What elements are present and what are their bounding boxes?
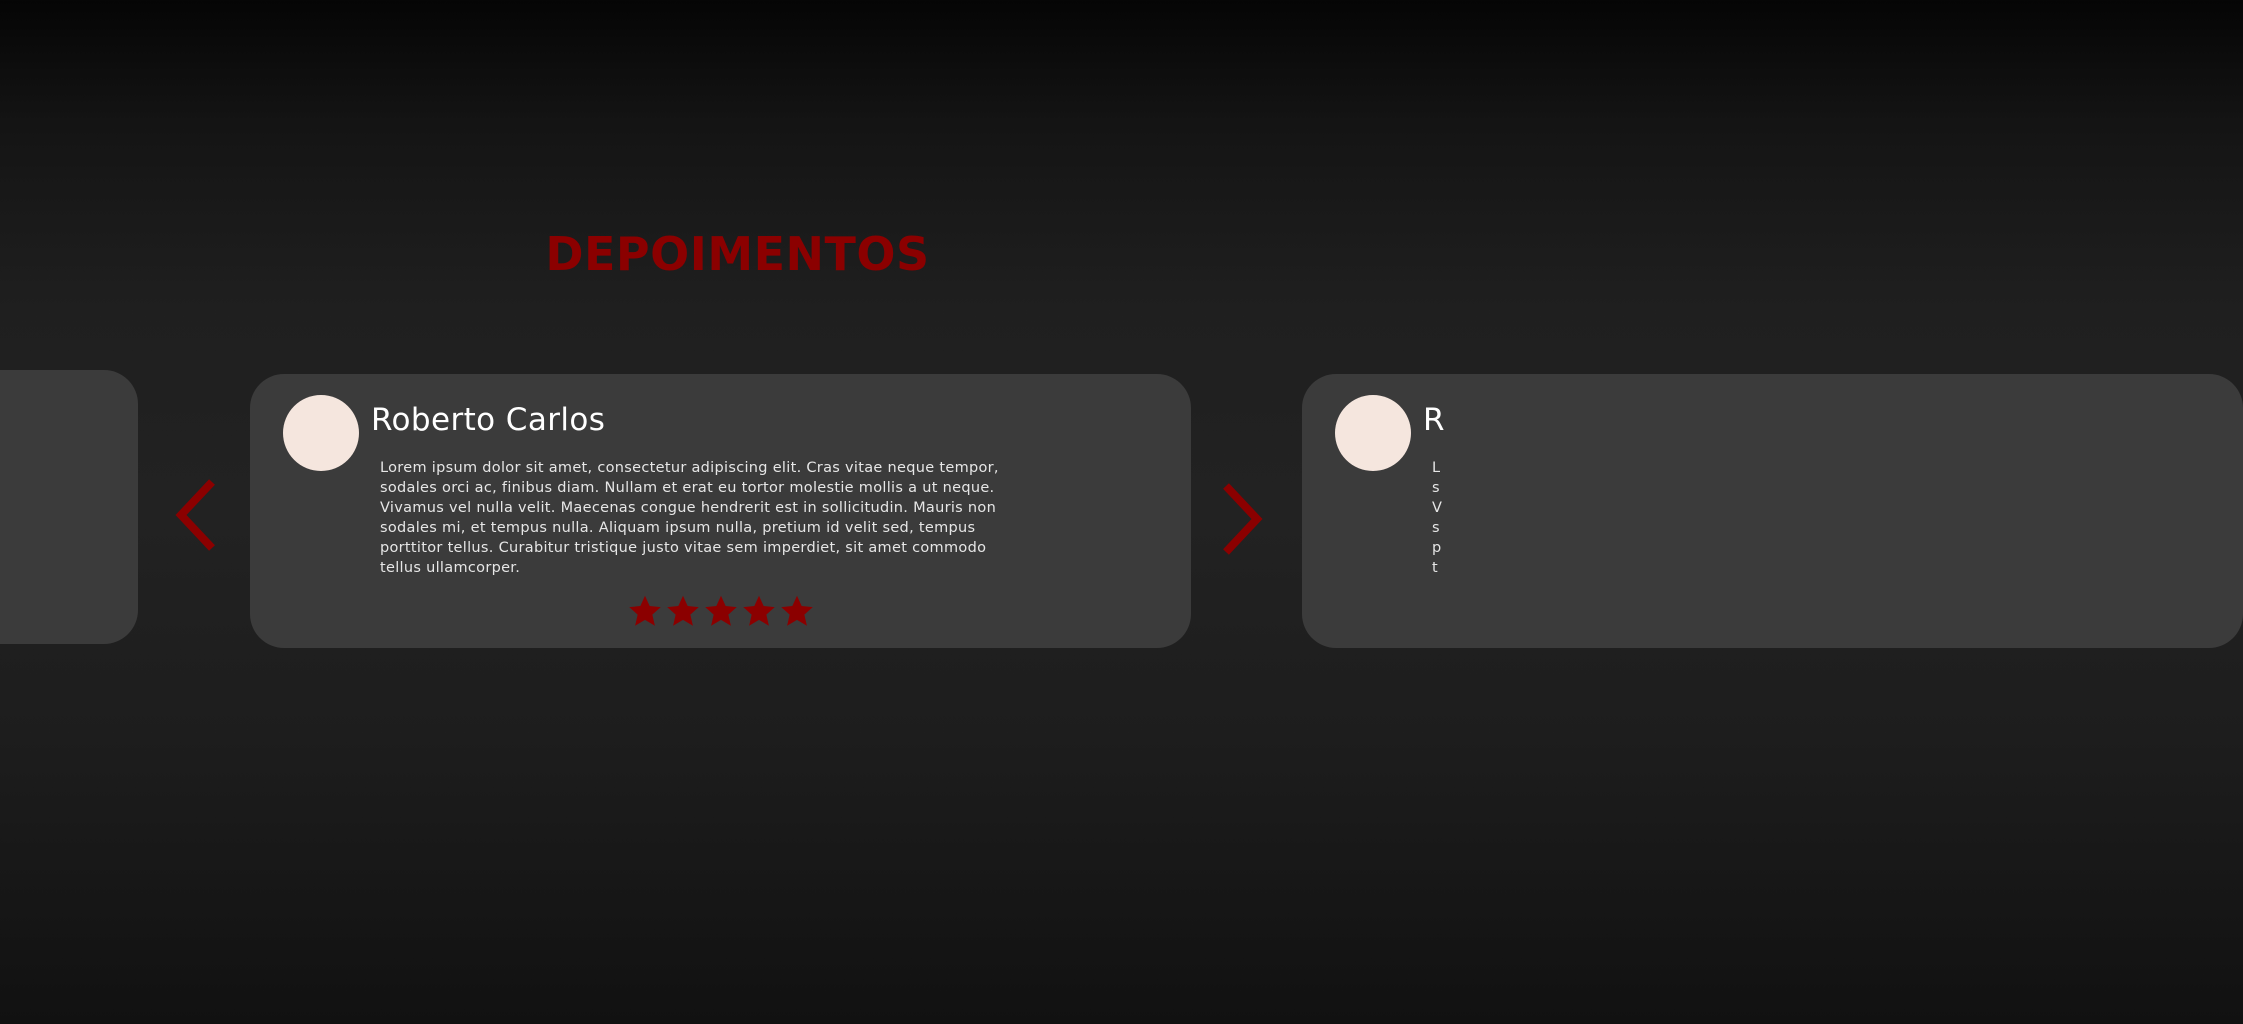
star-icon bbox=[741, 593, 777, 629]
avatar bbox=[1335, 395, 1411, 471]
avatar bbox=[283, 395, 359, 471]
testimonial-text: L s V s p t bbox=[1432, 460, 1443, 576]
chevron-right-icon bbox=[1218, 479, 1268, 559]
star-icon bbox=[665, 593, 701, 629]
star-icon bbox=[703, 593, 739, 629]
testimonial-card-current bbox=[250, 374, 1191, 648]
testimonial-text: Lorem ipsum dolor sit amet, consectetur adipiscing elit. Cras vitae neque tempor, sodales orci ac, finibus diam. Nullam et erat eu tortor molestie mollis a ut neque. Vivamus vel nulla velit. Maecenas congue hendrerit est in sollicitudin. Mauris non sodales mi, et tempus nulla. Aliquam ipsum nulla, pretium id velit sed, tempus porttitor tellus. Curabitur tristique justo vitae sem imperdiet, sit amet commodo tellus ullamcorper. bbox=[380, 460, 999, 576]
page-title: DEPOIMENTOS bbox=[545, 227, 930, 281]
testimonial-author: Roberto Carlos bbox=[371, 402, 606, 438]
testimonial-card-next bbox=[1302, 374, 2243, 648]
testimonial-card-previous bbox=[0, 370, 138, 644]
previous-button[interactable] bbox=[170, 475, 220, 555]
next-button[interactable] bbox=[1218, 479, 1268, 559]
star-icon bbox=[627, 593, 663, 629]
star-icon bbox=[779, 593, 815, 629]
star-rating bbox=[627, 593, 815, 629]
chevron-left-icon bbox=[170, 475, 220, 555]
testimonial-author: R bbox=[1423, 402, 1445, 438]
